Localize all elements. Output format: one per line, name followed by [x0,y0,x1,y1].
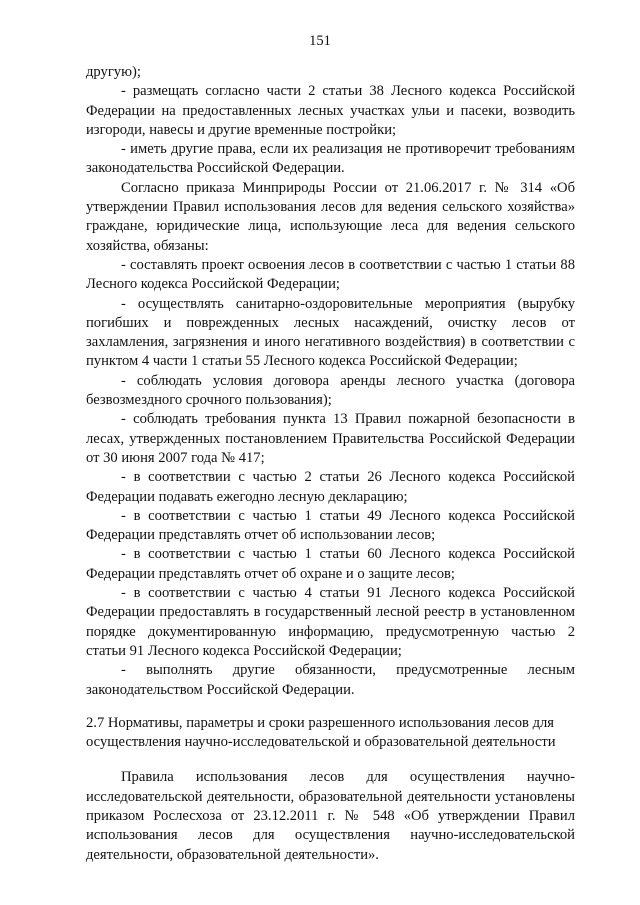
spacer [86,752,575,768]
paragraph: - размещать согласно части 2 статьи 38 Лесного кодекса Российской Федерации на предоставленных лесных участках ульи и пасеки, возводить изгороди, навесы и другие временные постройки; [86,83,575,138]
paragraph: - в соответствии с частью 1 статьи 49 Лесного кодекса Российской Федерации представлять отчет об использовании лесов; [86,507,575,544]
paragraph: - составлять проект освоения лесов в соответствии с частью 1 статьи 88 Лесного кодекса Российской Федерации; [86,256,575,293]
paragraph: другую); [86,64,141,80]
page-number: 151 [309,33,331,49]
paragraph: - осуществлять санитарно-оздоровительные мероприятия (вырубку погибших и поврежденных лесных насаждений, очистку лесов от захламления, загрязнения и иного негативного воздействия) в соответствии с пунктом 4 части 1 статьи 55 Лесного кодекса Российской Федерации; [86,295,575,370]
paragraph: - в соответствии с частью 4 статьи 91 Лесного кодекса Российской Федерации предоставлять в государственный лесной реестр в установленном порядке документированную информацию, предусмотренную частью 2 статьи 91 Лесного кодекса Российской Федерации; [86,585,575,659]
paragraph: Правила использования лесов для осуществления научно-исследовательской деятельности, образовательной деятельности установлены приказом Рослесхоза от 23.12.2011 г. № 548 «Об утверждении Правил использования лесов для осуществления научно-исследовательской деятельности, образовательной деятельности». [86,769,575,863]
paragraph: - в соответствии с частью 2 статьи 26 Лесного кодекса Российской Федерации подавать ежегодно лесную декларацию; [86,469,575,505]
paragraph: - соблюдать требования пункта 13 Правил пожарной безопасности в лесах, утвержденных постановлением Правительства Российской Федерации от 30 июня 2007 года № 417; [86,411,575,466]
paragraph: Согласно приказа Минприроды России от 21.06.2017 г. № 314 «Об утверждении Правил использования лесов для ведения сельского хозяйства» граждане, юридические лица, использующие леса для ведения сельского хозяйства, обязаны: [86,179,575,254]
paragraph: - соблюдать условия договора аренды лесного участка (договора безвозмездного срочного пользования); [86,372,575,409]
section-heading: 2.7 Нормативы, параметры и сроки разрешенного использования лесов для осуществления научно-исследовательской и образовательной деятельности [86,714,556,751]
paragraph: - в соответствии с частью 1 статьи 60 Лесного кодекса Российской Федерации представлять отчет об охране и о защите лесов; [86,546,575,582]
document-body [86,63,575,865]
paragraph: - выполнять другие обязанности, предусмотренные лесным законодательством Российской Федерации. [86,662,575,698]
paragraph: - иметь другие права, если их реализация не противоречит требованиям законодательства Российской Федерации. [86,141,575,177]
